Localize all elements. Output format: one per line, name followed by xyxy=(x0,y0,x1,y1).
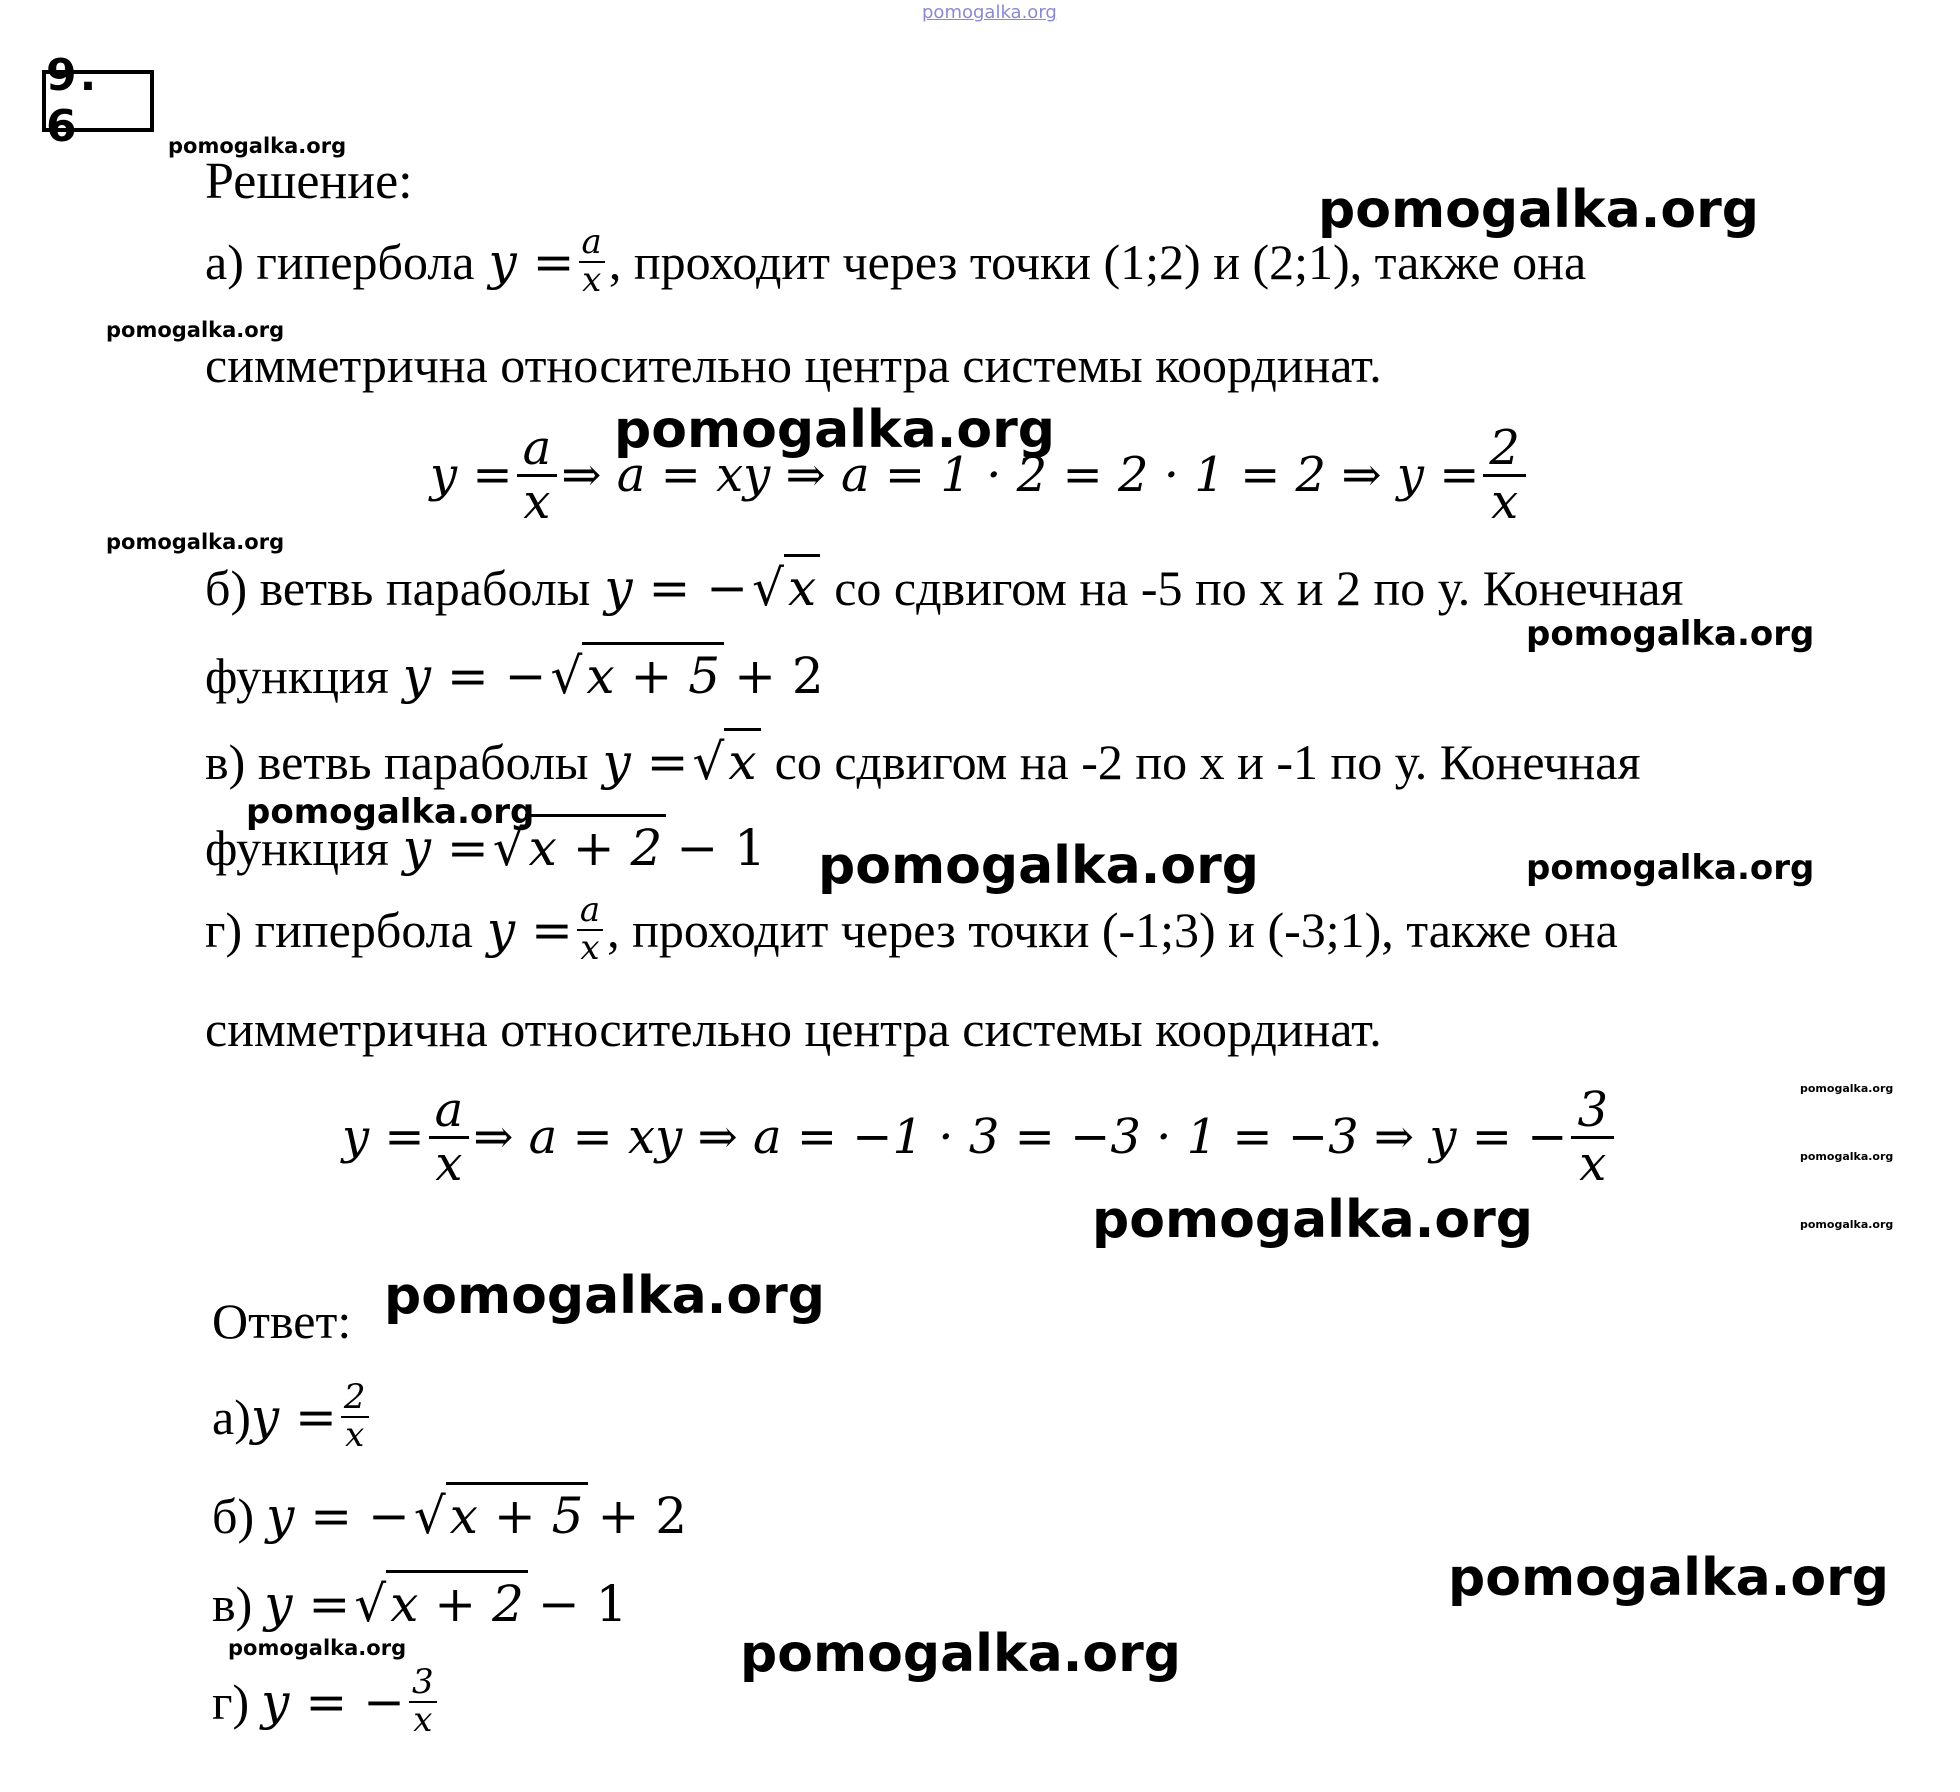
part-v-suffix: со сдвигом на -2 по х и -1 по у. Конечная xyxy=(774,734,1641,790)
part-a-prefix: а) гипербола xyxy=(205,234,475,290)
answer-a-fraction xyxy=(341,1377,369,1455)
deriv-a-res-den: x xyxy=(1491,473,1519,530)
deriv-g-lhs: y = xyxy=(341,1109,425,1165)
part-g-line2: симметрична относительно центра системы координат. xyxy=(205,1001,1382,1057)
part-g-derivation xyxy=(0,1072,1960,1202)
part-b-sqrt: √x xyxy=(748,563,820,613)
answer-a-lhs: y = xyxy=(250,1388,337,1446)
part-a-line2: симметрична относительно центра системы координат. xyxy=(205,337,1382,393)
answer-v-rhs: − 1 xyxy=(537,1575,628,1633)
watermark: pomogalka.org xyxy=(168,134,347,158)
part-g-eq-lhs: y = xyxy=(486,901,573,959)
answer-b-prefix: б) xyxy=(212,1488,255,1544)
part-b-final-radicand: x + 5 xyxy=(582,642,724,705)
deriv-a-lhs: y = xyxy=(430,447,513,503)
part-b-radicand: x xyxy=(784,554,820,617)
part-v-line1 xyxy=(205,730,1640,794)
part-v-final-radicand: x + 2 xyxy=(525,814,667,877)
part-a-frac-den: x xyxy=(582,260,602,300)
deriv-g-num: a xyxy=(429,1085,470,1138)
part-g-suffix: , проходит через точки (-1;3) и (-3;1), также она xyxy=(607,902,1618,958)
part-g-prefix: г) гипербола xyxy=(205,902,473,958)
part-b-prefix: б) ветвь параболы xyxy=(205,560,591,616)
part-g-fraction xyxy=(577,890,603,968)
deriv-a-res-num: 2 xyxy=(1483,423,1526,476)
watermark: pomogalka.org xyxy=(1318,180,1760,240)
answer-b-sqrt: √x + 5 xyxy=(410,1491,588,1541)
deriv-a-middle: ⇒ a = xy ⇒ a = 1 · 2 = 2 · 1 = 2 ⇒ y = xyxy=(561,447,1480,503)
answer-v xyxy=(212,1572,628,1636)
deriv-g-res-num: 3 xyxy=(1571,1085,1614,1138)
part-v-line2 xyxy=(205,816,766,880)
part-a-frac-num: a xyxy=(579,225,605,263)
part-b-suffix: со сдвигом на -5 по х и 2 по у. Конечная xyxy=(834,560,1684,616)
part-a-eq-lhs: y = xyxy=(488,233,575,291)
deriv-a-num: a xyxy=(517,423,558,476)
deriv-g-res-den: x xyxy=(1579,1135,1607,1192)
watermark: pomogalka.org xyxy=(384,1266,826,1326)
part-v-final-rhs: − 1 xyxy=(676,819,766,877)
answer-a-den: x xyxy=(345,1415,365,1455)
watermark: pomogalka.org xyxy=(106,318,285,342)
part-b-line2 xyxy=(205,644,824,708)
answer-v-lhs: y = xyxy=(264,1575,351,1633)
part-v-sqrt: √x xyxy=(689,737,761,787)
watermark: pomogalka.org xyxy=(614,400,1056,460)
part-b-final-rhs: + 2 xyxy=(734,647,824,705)
part-g-line1 xyxy=(205,890,1618,970)
deriv-a-result xyxy=(1483,420,1526,530)
watermark: pomogalka.org xyxy=(1526,614,1815,654)
watermark: pomogalka.org xyxy=(1800,1150,1894,1163)
answer-label: Ответ: xyxy=(212,1293,352,1349)
part-b-line2-prefix: функция xyxy=(205,648,389,704)
watermark: pomogalka.org xyxy=(818,836,1260,896)
part-a-suffix: , проходит через точки (1;2) и (2;1), также она xyxy=(608,234,1587,290)
deriv-g-fraction xyxy=(429,1082,470,1192)
answer-b-rhs: + 2 xyxy=(597,1487,688,1545)
part-a-fraction xyxy=(579,222,605,300)
watermark: pomogalka.org xyxy=(1448,1548,1890,1608)
answer-g-prefix: г) xyxy=(212,1674,250,1730)
part-v-radicand: x xyxy=(724,728,760,791)
part-a-line1 xyxy=(205,222,1586,302)
part-v-line2-prefix: функция xyxy=(205,820,389,876)
answer-v-radicand: x + 2 xyxy=(386,1570,528,1633)
answer-b xyxy=(212,1484,687,1548)
deriv-g-result xyxy=(1571,1082,1614,1192)
part-v-eq: y = xyxy=(602,733,689,791)
answer-a xyxy=(212,1372,373,1462)
watermark-top: pomogalka.org xyxy=(922,2,1057,23)
watermark: pomogalka.org xyxy=(1526,848,1815,888)
part-b-final-lhs: y = − xyxy=(402,647,547,705)
answer-g-den: x xyxy=(413,1700,433,1740)
part-b-eq: y = − xyxy=(604,559,749,617)
answer-b-radicand: x + 5 xyxy=(446,1482,588,1545)
deriv-a-fraction xyxy=(517,420,558,530)
answer-v-sqrt: √x + 2 xyxy=(350,1579,528,1629)
problem-number: 9. 6 xyxy=(42,70,154,132)
watermark: pomogalka.org xyxy=(106,530,285,554)
deriv-g-den: x xyxy=(435,1135,463,1192)
answer-v-prefix: в) xyxy=(212,1576,253,1632)
answer-g-lhs: y = − xyxy=(261,1673,405,1731)
part-g-frac-num: a xyxy=(577,893,603,931)
answer-a-prefix: а) xyxy=(212,1389,251,1445)
answer-g-num: 3 xyxy=(409,1665,437,1703)
deriv-a-den: x xyxy=(523,473,551,530)
answer-b-lhs: y = − xyxy=(266,1487,410,1545)
solution-label: Решение: xyxy=(205,153,413,210)
watermark: pomogalka.org xyxy=(246,792,535,832)
answer-g-fraction xyxy=(409,1662,437,1740)
watermark: pomogalka.org xyxy=(1092,1190,1534,1250)
part-g-frac-den: x xyxy=(580,928,600,968)
watermark: pomogalka.org xyxy=(1800,1082,1894,1095)
part-b-line1 xyxy=(205,556,1683,620)
answer-g xyxy=(212,1654,441,1750)
watermark: pomogalka.org xyxy=(228,1636,407,1660)
part-v-final-lhs: y = xyxy=(402,819,489,877)
part-v-final-sqrt: √x + 2 xyxy=(489,823,667,873)
part-b-final-sqrt: √x + 5 xyxy=(547,651,725,701)
watermark: pomogalka.org xyxy=(740,1624,1182,1684)
deriv-g-middle: ⇒ a = xy ⇒ a = −1 · 3 = −3 · 1 = −3 ⇒ y = − xyxy=(473,1109,1568,1165)
part-v-prefix: в) ветвь параболы xyxy=(205,734,589,790)
answer-a-num: 2 xyxy=(341,1380,369,1418)
watermark: pomogalka.org xyxy=(1800,1218,1894,1231)
